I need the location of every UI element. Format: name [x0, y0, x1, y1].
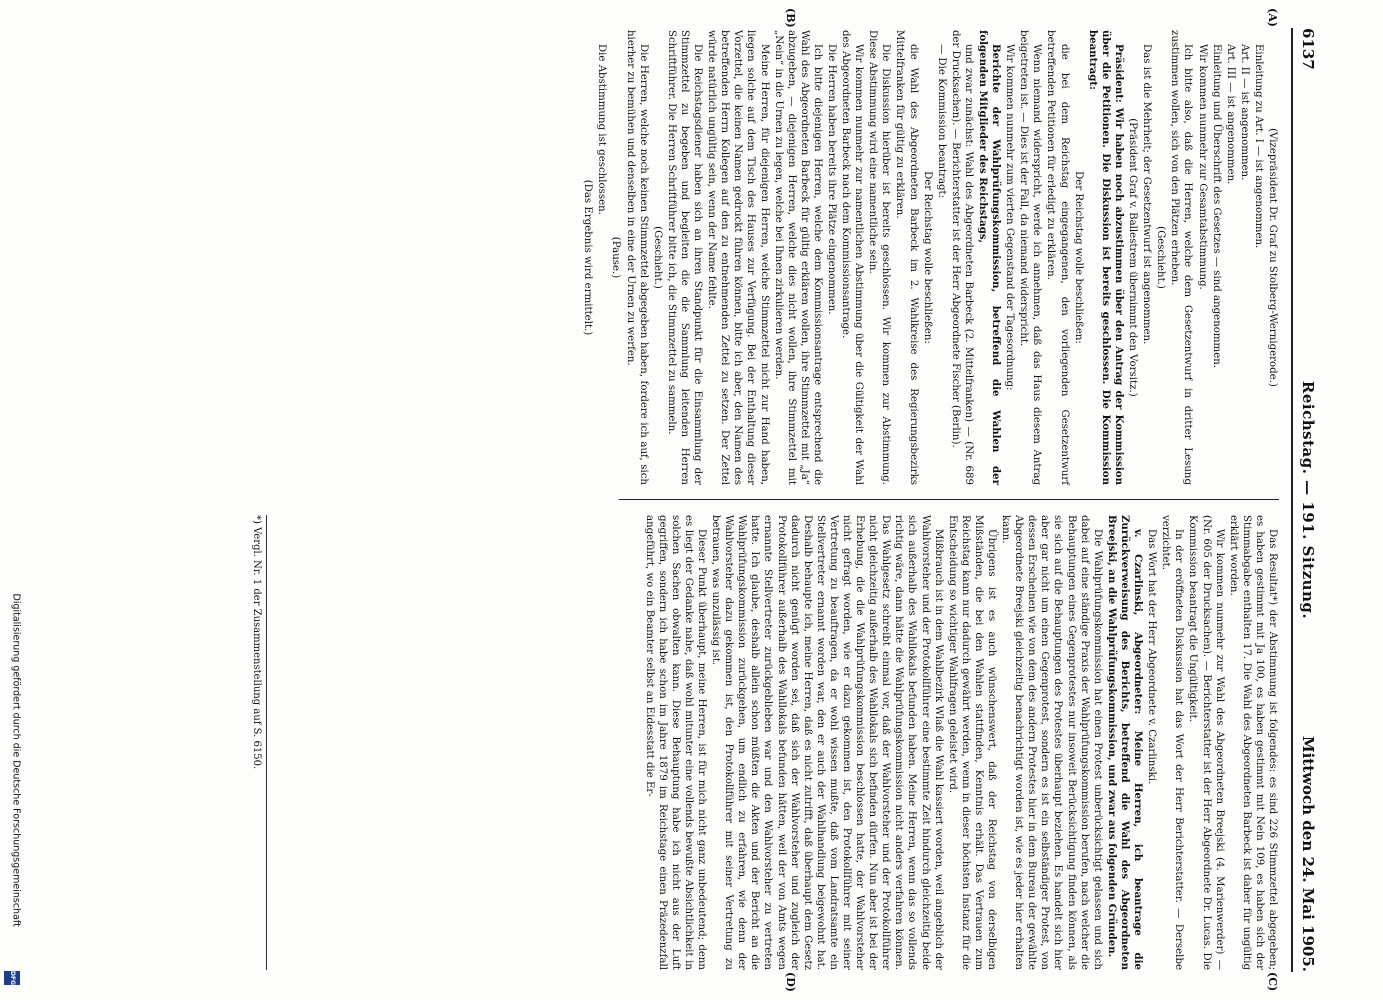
- paragraph: (Pause.): [610, 236, 621, 279]
- margin-mark-a: (A): [1265, 8, 1279, 27]
- paragraph: Meine Herren, für diejenigen Herren, welche Stimmzettel nicht zur Hand haben, liegen solche auf dem Tisch des Hauses zur Verfügung. Bei der Enthaltung dieser Vorzettel, die keinen Namen gedruckt führen können, bitte ich aber, den Namen des betreffenden Herrn Kollegen auf den zu entnehmenden Zettel zu setzen. Der Zettel würde natürlich ungültig sein, wenn der Name fehlte.: [705, 30, 770, 485]
- paragraph: Dieser Punkt überhaupt, meine Herren, ist für mich nicht ganz unbedeutend; denn es liegt der Gedanke nahe, daß wohl mitunter eine vollends bewußte Absichtlichkeit in solchen Sachen obwalten kann. Diese Behauptung habe ich nicht aus der Luft gegriffen, sondern ich habe schon im Jahre 1879 im Reichstage einen Präzedenzfall angeführt, wo ein Beamter selbst an Eidesstatt die Er-: [643, 515, 707, 970]
- paragraph: In der eröffneten Diskussion hat das Wort der Herr Berichterstatter. — Derselbe verzichtet.: [1159, 515, 1184, 970]
- paragraph: Das Resultat*) der Abstimmung ist folgendes: es sind 226 Stimmzettel abgegeben; es haben gestimmt mit Ja 100, es haben gestimmt mit Nein 109, es haben sich der Stimmabgabe enthalten 17. Die Wahl des Abgeordneten Barbeck ist daher für ungültig erklärt worden.: [1227, 515, 1278, 970]
- dfg-logo: DFG: [4, 971, 20, 985]
- right-column: [641, 515, 1279, 970]
- paragraph: Einleitung und Überschrift des Gesetzes — sind angenommen.: [1210, 44, 1222, 369]
- paragraph: Ich bitte also, daß die Herren, welche dem Gesetzentwurf in dritter Lesung zustimmen wollen, sich von den Plätzen erheben.: [1168, 30, 1193, 485]
- paragraph: (Präsident Graf v. Ballestrem übernimmt den Vorsitz.): [1126, 118, 1138, 397]
- header-date: Mittwoch den 24. Mai 1905.: [1298, 735, 1317, 972]
- paragraph: v. Czarlinski, Abgeordneter: Meine Herren, ich beantrage die Zurückverweisung des Berichts, betreffend die Wahl des Abgeordneten Breejski, an die Wahlprüfungskommission, und zwar aus folgenden Gründen.: [1105, 515, 1144, 970]
- paragraph: (Das Ergebnis wird ermittelt.): [581, 179, 593, 336]
- left-column: [580, 30, 1279, 485]
- margin-mark-b: (B): [783, 8, 797, 28]
- paragraph: Wir kommen nunmehr zur Gesamtabstimmung.: [1196, 44, 1208, 290]
- paragraph: (Geschieht.): [1154, 226, 1166, 289]
- paragraph: Präsident: Wir haben noch abzustimmen über den Antrag der Kommission über die Petitionen. Die Diskussion ist bereits geschlossen. Die Kommission beantragt:: [1086, 30, 1125, 485]
- page-number: 6137: [1298, 28, 1317, 70]
- paragraph: Die Abstimmung ist geschlossen.: [595, 44, 607, 215]
- paragraph: Art. III — ist angenommen.: [1224, 44, 1236, 185]
- paragraph: Wir kommen nunmehr zur namentlichen Abstimmung über die Gültigkeit der Wahl des Abgeordneten Barbeck nach dem Kommissionsantrage.: [839, 30, 864, 485]
- paragraph: Das Wort hat der Herr Abgeordnete v. Czarlinski.: [1145, 529, 1157, 785]
- paragraph: Art. II — ist angenommen.: [1238, 44, 1250, 181]
- funding-note-text: Digitalisierung gefördert durch die Deutsche Forschungsgemeinschaft: [10, 593, 22, 927]
- paragraph: Die Diskussion hierüber ist bereits geschlossen. Wir kommen zur Abstimmung. Diese Abstimmung wird eine namentliche sein.: [866, 30, 891, 485]
- column-divider: [619, 499, 1279, 500]
- footnote: *) Vergl. Nr. 1 der Zusammenstellung auf S. 6150.: [251, 515, 267, 970]
- paragraph: Die Herren, welche noch keinen Stimmzettel abgegeben haben, fordere ich auf, sich hierher zu bemühen und denselben in eine der Urnen zu werfen.: [624, 30, 649, 485]
- paragraph: Das ist die Mehrheit; der Gesetzentwurf ist angenommen.: [1140, 44, 1152, 345]
- paragraph: Wenn niemand widerspricht, werde ich annehmen, daß das Haus diesem Antrag beigetreten ist. — Dies ist der Fall, da niemand widerspricht.: [1017, 30, 1042, 485]
- rotated-print-page: [27, 10, 1357, 990]
- paragraph: — Die Kommission beantragt:: [935, 44, 947, 199]
- paragraph: Wir kommen nunmehr zur Wahl des Abgeordneten Breejski (4. Marienwerder) — (Nr. 605 der Drucksachen). — Berichterstatter ist der Herr Abgeordnete Dr. Lucas. Die Kommission beantragt die Ungültigkeit.: [1186, 515, 1225, 970]
- margin-mark-c: (C): [1265, 972, 1279, 992]
- paragraph: Wir kommen nunmehr zum vierten Gegenstand der Tagesordnung:: [1003, 44, 1015, 391]
- paragraph: Die Herren haben bereits ihre Plätze eingenommen.: [825, 44, 837, 315]
- margin-mark-d: (D): [783, 972, 797, 992]
- paragraph: und zwar zunächst: Wahl des Abgeordneten Barbeck (2. Mittelfranken) — (Nr. 689 der Drucksachen). — Berichterstatter ist der Herr Abgeordnete Fischer (Berlin).: [949, 30, 974, 485]
- paragraph: Berichte der Wahlprüfungskommission, betreffend die Wahlen der folgenden Mitglieder des Reichstags,: [976, 30, 1002, 485]
- paragraph: Ich bitte diejenigen Herren, welche dem Kommissionsantrage entsprechend die Wahl des Abgeordneten Barbeck für gültig erklären wollen, ihre Stimmzettel mit „Ja“ abzugeben, — diejenigen Herren, welche dies nicht wollen, ihre Stimmzettel mit „Nein“ in die Urnen zu legen, welche bei Ihnen zirkulieren werden.: [772, 30, 823, 485]
- paragraph: Die Reichstagsdiener haben sich an ihren Standpunkt für die Einsammlung der Stimmzettel zu begeben und begleiten die die Sammlung leitenden Herren Schriftführer. Die Herren Schriftführer bitte ich, die Stimmzettel zu sammeln.: [665, 30, 703, 485]
- paragraph: die Wahl des Abgeordneten Barbeck im 2. Wahlkreise des Regierungsbezirks Mittelfranken für gültig zu erklären.: [893, 30, 919, 485]
- paragraph: die bei dem Reichstag eingegangenen, den vorliegenden Gesetzentwurf betreffenden Petitionen für erledigt zu erklären.: [1045, 30, 1070, 485]
- running-header: [1291, 28, 1319, 972]
- paragraph: (Vizepräsident Dr. Graf zu Stolberg-Wernigerode.): [1266, 128, 1278, 387]
- paragraph: Mißbrauch ist in dem Wahlbezirk Wlaß die Wahl kassiert worden, weil angeblich der Wahlvorsteher und der Protokollführer eine bestimmte Zeit hindurch gleichzeitig beide sich außerhalb des Wahllokals befunden haben. Meine Herren, wenn das so vollends richtig wäre, dann hätte die Wahlprüfungskommission nicht anders verfahren können. Das Wahlgesetz schreibt einmal vor, daß der Wahlvorsteher und der Protokollführer nicht gleichzeitig außerhalb des Wahllokals sich befinden dürfen. Nun aber ist bei der Erhebung, die die Wahlprüfungskommission beschlossen hatte, der Wahlvorsteher nicht gefragt worden, wie er dazu gekommen ist, den Protokollführer mit seiner Vertretung zu beauftragen, da er wohl wissen mußte, daß vom Landratsamte ein Stellvertreter ernannt worden war, den er auch der Wahlhandlung beigewohnt hat. Deshalb behaupte ich, meine Herren, daß es nicht zutrifft, daß überhaupt dem Gesetz dadurch nicht genügt worden sei, daß sich der Wahlvorsteher und zugleich der Protokollführer außerhalb des Wahllokals befunden hätten, weil der von Amts wegen ernannte Stellvertreter zurückgeblieben war und den Wahlvorsteher zu vertreten hatte. Ich glaube, deshalb allein schon müßten die Akten und der Bericht an die Wahlprüfungskommission zurückgehen, um endlich zu erfahren, wie denn der Wahlvorsteher dazu gekommen ist, den Protokollführer mit seiner Vertretung zu betrauen, was unzulässig ist.: [709, 515, 944, 970]
- paragraph: (Geschieht.): [651, 226, 663, 289]
- paragraph: Der Reichstag wolle beschließen:: [921, 171, 933, 344]
- header-title: Reichstag. — 191. Sitzung.: [1298, 380, 1317, 620]
- paragraph: Die Wahlprüfungskommission hat einen Protest unberücksichtigt gelassen und sich dabei auf eine ständige Praxis der Wahlprüfungskommission berufen, nach welcher die Behauptungen eines Gegenprotestes nur insoweit Berücksichtigung finden können, als sie sich auf die Behauptungen des Protestes überhaupt beziehen. Es handelt sich hier aber gar nicht um einen Gegenprotest, sondern es ist ein selbständiger Protest, von dessen Erscheinen wie von dem des andern Protestes hier in dem Bureau der gewählte Abgeordnete Breejski gleichzeitig benachrichtigt worden ist, wie es jeder hier erhalten kann.: [999, 515, 1103, 970]
- paragraph: Der Reichstag wolle beschließen:: [1072, 171, 1084, 344]
- digitization-note: [6, 593, 22, 988]
- paragraph: Einleitung zu Art. I — ist angenommen.: [1252, 44, 1264, 249]
- paragraph: Übrigens ist es auch wünschenswert, daß der Reichstag von derselbigen Mißständen, die bei den Wahlen stattfinden, Kenntnis erhält. Das Vertrauen zum Reichstag kann nur dadurch gewährt werden, wenn in dieser höchsten Instanz für die Entscheidung so wichtiger Wahlfragen geleistet wird.: [946, 515, 997, 970]
